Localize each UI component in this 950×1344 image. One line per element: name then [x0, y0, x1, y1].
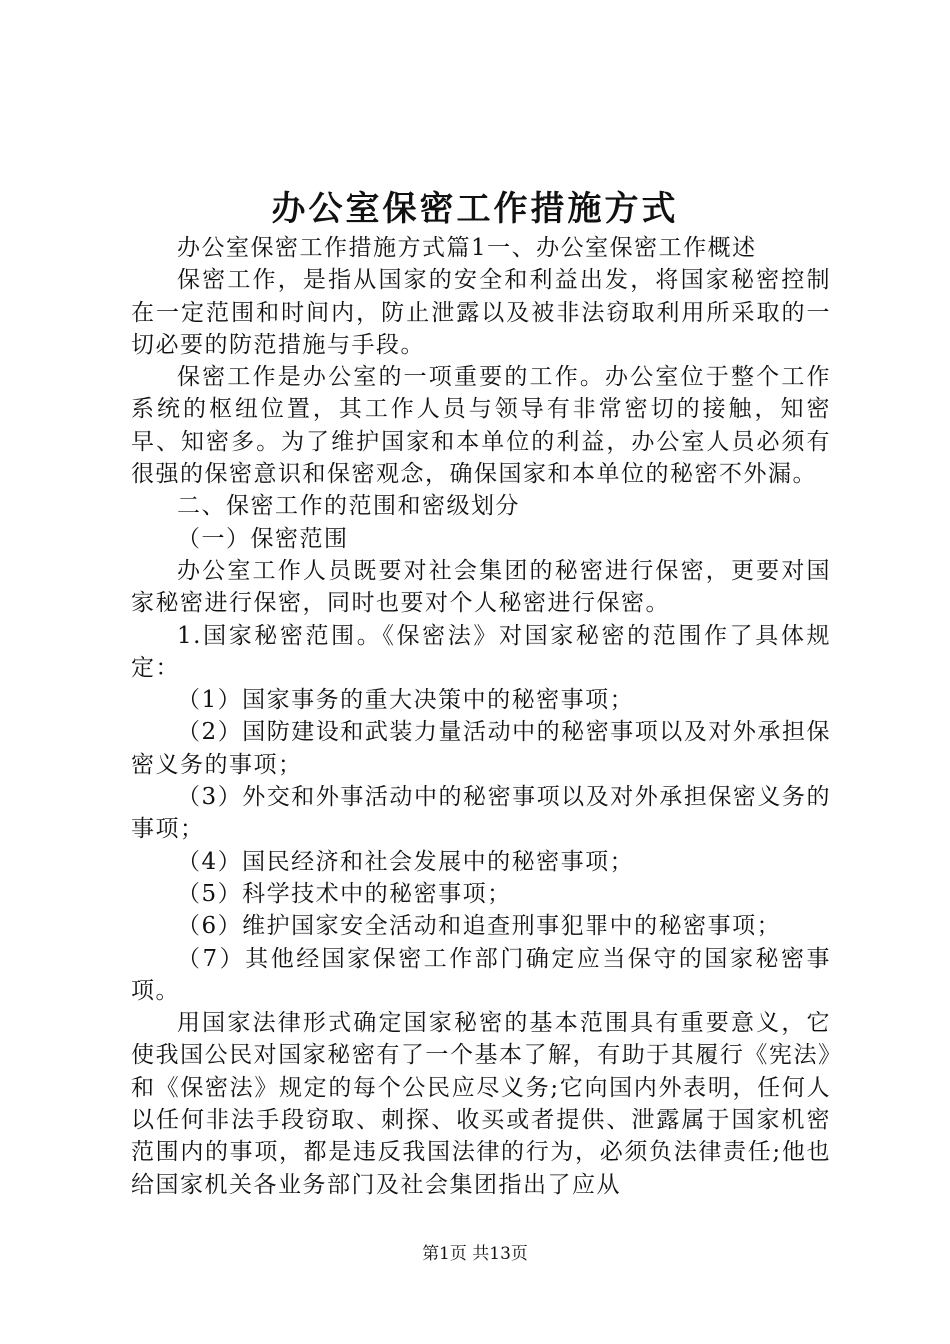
paragraph: 1.国家秘密范围。《保密法》对国家秘密的范围作了具体规定： [131, 622, 831, 681]
list-item: （6）维护国家安全活动和追查刑事犯罪中的秘密事项； [177, 913, 782, 940]
list-item: （5）科学技术中的秘密事项； [177, 880, 512, 907]
section-heading: 二、保密工作的范围和密级划分 [177, 493, 520, 520]
subsection-heading: （一）保密范围 [177, 525, 349, 552]
list-item: （1）国家事务的重大决策中的秘密事项； [177, 687, 635, 714]
paragraph: 保密工作，是指从国家的安全和利益出发，将国家秘密控制在一定范围和时间内，防止泄露以及被非法窃取利用所采取的一切必要的防范措施与手段。 [131, 267, 831, 358]
page-footer [0, 1243, 950, 1265]
document-body [131, 232, 831, 1201]
list-item: （2）国防建设和武装力量活动中的秘密事项以及对外承担保密义务的事项； [131, 719, 831, 778]
paragraph: 办公室工作人员既要对社会集团的秘密进行保密，更要对国家秘密进行保密，同时也要对个人秘密进行保密。 [131, 557, 831, 617]
paragraph: 保密工作是办公室的一项重要的工作。办公室位于整个工作系统的枢纽位置，其工作人员与领导有非常密切的接触，知密早、知密多。为了维护国家和本单位的利益，办公室人员必须有很强的保密意识和保密观念，确保国家和本单位的秘密不外漏。 [131, 364, 831, 488]
paragraph: 用国家法律形式确定国家秘密的基本范围具有重要意义，它使我国公民对国家秘密有了一个基本了解，有助于其履行《宪法》和《保密法》规定的每个公民应尽义务;它向国内外表明，任何人以任何非法手段窃取、刺探、收买或者提供、泄露属于国家机密范围内的事项，都是违反我国法律的行为，必须负法律责任;他也给国家机关各业务部门及社会集团指出了应从 [131, 1010, 831, 1198]
list-item: （3）外交和外事活动中的秘密事项以及对外承担保密义务的事项； [131, 784, 831, 843]
list-item: （7）其他经国家保密工作部门确定应当保守的国家秘密事项。 [131, 945, 831, 1004]
page-total: 共13页 [472, 1244, 528, 1264]
page-number: 第1页 [422, 1244, 467, 1264]
document-title: 办公室保密工作措施方式 [271, 189, 679, 229]
list-item: （4）国民经济和社会发展中的秘密事项； [177, 848, 635, 875]
paragraph-intro: 办公室保密工作措施方式篇1一、办公室保密工作概述 [177, 235, 757, 261]
